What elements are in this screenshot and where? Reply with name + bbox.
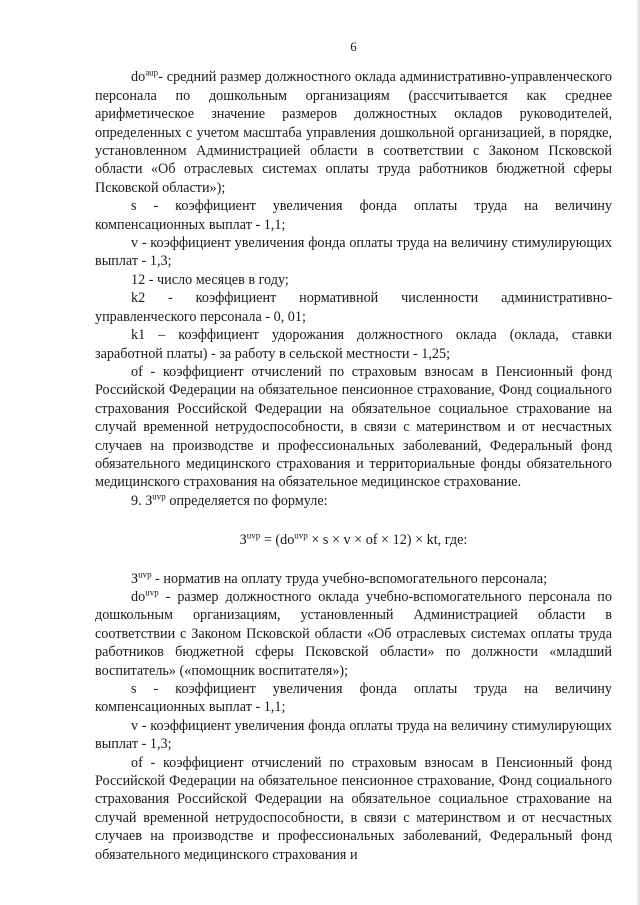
definition-paragraph: k2 - коэффициент нормативной численности административно-управленческого персонала - 0, 01; — [95, 290, 612, 325]
definition-paragraph: s - коэффициент увеличения фонда оплаты труда на величину компенсационных выплат - 1,1; — [95, 198, 612, 233]
scan-edge — [636, 0, 640, 905]
definition-paragraph: of - коэффициент отчислений по страховым взносам в Пенсионный фонд Российской Федерации на обязательное пенсионное страхование, Фонд социального страхования Российской Федерации на обязательное социальное страхование на случай временной нетрудоспособности, в связи с материнством и от несчастных случаев на производстве и профессиональных заболеваний, Федеральный фонд обязательного медицинского страхования и — [95, 754, 612, 863]
definition-paragraph: v - коэффициент увеличения фонда оплаты труда на величину стимулирующих выплат - 1,3; — [95, 235, 612, 270]
definition-paragraph: $З^{uvp}$ - норматив на оплату труда учебно-вспомогательного персонала; — [131, 568, 548, 587]
definition-paragraph: of - коэффициент отчислений по страховым взносам в Пенсионный фонд Российской Федерации на обязательное пенсионное страхование, Фонд социального страхования Российской Федерации на обязательное социальное страхование на случай временной нетрудоспособности, в связи с материнством и от несчастных случаев на производстве и профессиональных заболеваний, Федеральный фонд обязательного медицинского страхования и территориальные фонды обязательного медицинского страхования на обязательное медицинское страхование. — [95, 363, 612, 491]
definition-paragraph: 12 - число месяцев в году; — [131, 271, 289, 288]
definitions-before — [95, 68, 612, 510]
definition-paragraph: v - коэффициент увеличения фонда оплаты труда на величину стимулирующих выплат - 1,3; — [95, 717, 612, 753]
definition-paragraph: s - коэффициент увеличения фонда оплаты труда на величину компенсационных выплат - 1,1; — [95, 681, 612, 716]
section-heading: 9. $З^{uvp}$ определяется по формуле: — [131, 491, 328, 509]
definitions-after — [95, 570, 612, 865]
page-number: 6 — [350, 39, 357, 54]
definition-paragraph: $do^{aup}-$ средний размер должностного оклада административно-управленческого персонала по дошкольным организациям (рассчитывается как среднее арифметическое значение размеров должностных окладов руководителей, определенных с учетом масштаба управления дошкольной организацией, в порядке, установленном Администрацией области в соответствии с Законом Псковской области «Об отраслевых системах оплаты труда работников бюджетной сферы Псковской области»); — [95, 67, 612, 196]
formula: $З^{uvp} = (do^{uvp} \times s \times v$ × of × 12) × kt, где: — [239, 530, 468, 549]
definition-paragraph: $do^{uvp}$ - размер должностного оклада учебно-вспомогательного персонала по дошкольным организациям, установленный Администрацией области в соответствии с Законом Псковской области «Об отраслевых системах оплаты труда работников бюджетной сферы Псковской области» по должности «младший воспитатель» («помощник воспитателя»); — [95, 587, 612, 679]
definition-paragraph: k1 – коэффициент удорожания должностного оклада (оклада, ставки заработной платы) - за работу в сельской местности - 1,25; — [95, 327, 612, 362]
